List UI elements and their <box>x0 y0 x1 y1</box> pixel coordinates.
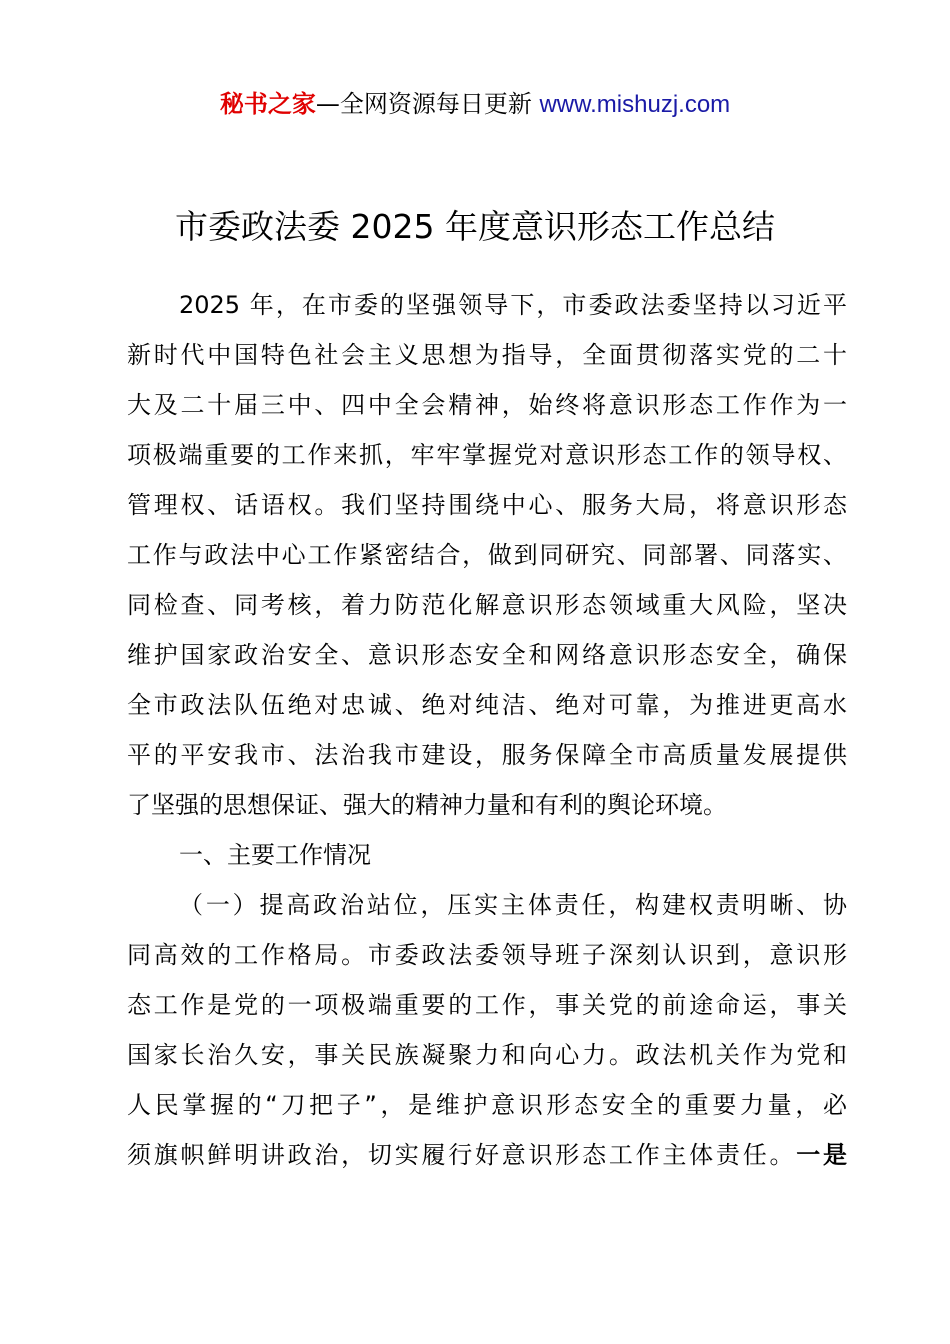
paragraph-line: 同检查、同考核，着力防范化解意识形态领域重大风险，坚决 <box>127 591 847 619</box>
brand-name: 秘书之家 <box>219 90 316 118</box>
site-url-link[interactable]: www.mishuzj.com <box>539 91 731 118</box>
paragraph-line: 维护国家政治安全、意识形态安全和网络意识形态安全，确保 <box>127 641 847 669</box>
paragraph-line: 新时代中国特色社会主义思想为指导，全面贯彻落实党的二十 <box>127 341 847 369</box>
paragraph-line: 管理权、话语权。我们坚持围绕中心、服务大局，将意识形态 <box>127 491 847 519</box>
header-separator: — <box>315 90 340 118</box>
paragraph-line: 平的平安我市、法治我市建设，服务保障全市高质量发展提供 <box>127 741 847 769</box>
paragraph-line: 态工作是党的一项极端重要的工作，事关党的前途命运，事关 <box>127 991 847 1019</box>
paragraph-line: 人民掌握的“刀把子”，是维护意识形态安全的重要力量，必 <box>127 1091 847 1119</box>
paragraph-line: 了坚强的思想保证、强大的精神力量和有利的舆论环境。 <box>127 791 727 819</box>
paragraph-line: 国家长治久安，事关民族凝聚力和向心力。政法机关作为党和 <box>127 1041 847 1069</box>
paragraph-line: 项极端重要的工作来抓，牢牢掌握党对意识形态工作的领导权、 <box>127 441 847 469</box>
paragraph-line: 2025 年，在市委的坚强领导下，市委政法委坚持以习近平 <box>179 291 847 319</box>
document-body <box>127 280 847 1180</box>
bold-lead-in: 一是 <box>796 1141 847 1169</box>
paragraph-line: 大及二十届三中、四中全会精神，始终将意识形态工作作为一 <box>127 391 847 419</box>
paragraph-line: （一）提高政治站位，压实主体责任，构建权责明晰、协 <box>179 891 847 919</box>
paragraph-line: 同高效的工作格局。市委政法委领导班子深刻认识到，意识形 <box>127 941 847 969</box>
paragraph-line-final <box>127 1130 847 1180</box>
paragraph-line: 全市政法队伍绝对忠诚、绝对纯洁、绝对可靠，为推进更高水 <box>127 691 847 719</box>
header-tagline: 全网资源每日更新 <box>339 90 532 118</box>
section-heading: 一、主要工作情况 <box>179 841 371 869</box>
document-title: 市委政法委 2025 年度意识形态工作总结 <box>175 207 775 247</box>
paragraph-line: 工作与政法中心工作紧密结合，做到同研究、同部署、同落实、 <box>127 541 847 569</box>
paragraph-text: 须旗帜鲜明讲政治，切实履行好意识形态工作主体责任。 <box>127 1141 797 1169</box>
site-header <box>0 86 950 123</box>
